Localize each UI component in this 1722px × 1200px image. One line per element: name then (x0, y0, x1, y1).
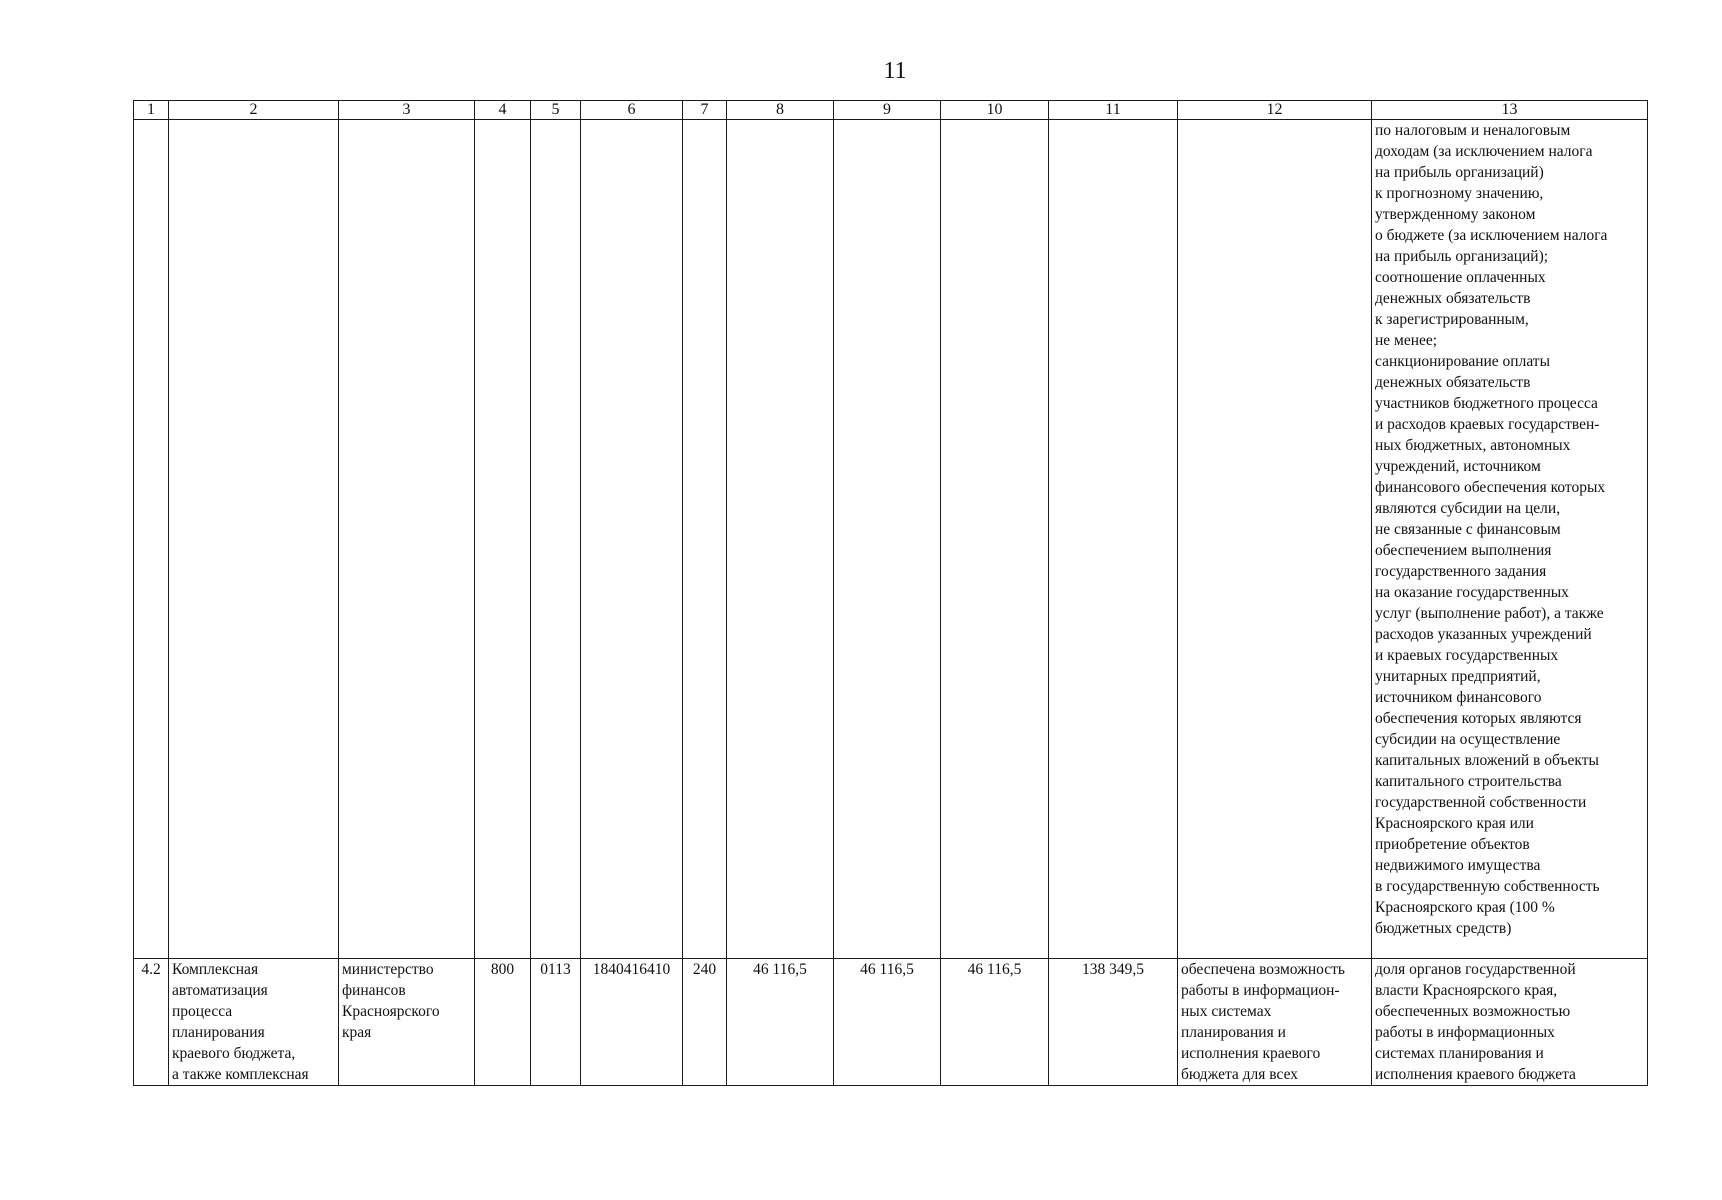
column-header: 9 (834, 101, 941, 120)
column-header-row (134, 101, 1648, 120)
row-number: 4.2 (134, 959, 169, 1086)
amount-year-2: 46 116,5 (834, 959, 941, 1086)
empty-cell (1049, 120, 1178, 959)
expense-type-code: 240 (683, 959, 727, 1086)
executor-name: министерство финансов Красноярского края (339, 959, 475, 1086)
column-header: 8 (727, 101, 834, 120)
column-header: 4 (475, 101, 531, 120)
indicator-continuation-text: по налоговым и неналоговым доходам (за исключением налога на прибыль организаций) к прогнозному значению, утвержденному законом о бюджете (за исключением налога на прибыль организаций); соотношение оплаченных денежных обязательств к зарегистрированным, не менее; санкционирование оплаты денежных обязательств участников бюджетного процесса и расходов краевых государствен- ных бюджетных, автономных учреждений, источником финансового обеспечения которых являются субсидии на цели, не связанные с финансовым обеспечением выполнения государственного задания на оказание государственных услуг (выполнение работ), а также расходов указанных учреждений и краевых государственных унитарных предприятий, источником финансового обеспечения которых являются субсидии на осуществление капитальных вложений в объекты капитального строительства государственной собственности Красноярского края или приобретение объектов недвижимого имущества в государственную собственность Красноярского края (100 % бюджетных средств) (1372, 120, 1648, 959)
column-header: 1 (134, 101, 169, 120)
column-header: 11 (1049, 101, 1178, 120)
column-header: 12 (1178, 101, 1372, 120)
empty-cell (475, 120, 531, 959)
amount-total: 138 349,5 (1049, 959, 1178, 1086)
empty-cell (339, 120, 475, 959)
amount-year-3: 46 116,5 (941, 959, 1049, 1086)
empty-cell (834, 120, 941, 959)
table-row (134, 959, 1648, 1086)
empty-cell (941, 120, 1049, 959)
column-header: 7 (683, 101, 727, 120)
target-article-code: 1840416410 (581, 959, 683, 1086)
column-header: 13 (1372, 101, 1648, 120)
amount-year-1: 46 116,5 (727, 959, 834, 1086)
column-header: 10 (941, 101, 1049, 120)
empty-cell (134, 120, 169, 959)
page-number: 11 (883, 58, 907, 84)
column-header: 3 (339, 101, 475, 120)
empty-cell (727, 120, 834, 959)
grbs-code: 800 (475, 959, 531, 1086)
empty-cell (581, 120, 683, 959)
indicator-text: доля органов государственной власти Красноярского края, обеспеченных возможностью работы в информационных системах планирования и исполнения краевого бюджета (1372, 959, 1648, 1086)
column-header: 6 (581, 101, 683, 120)
section-code: 0113 (531, 959, 581, 1086)
empty-cell (683, 120, 727, 959)
empty-cell (1178, 120, 1372, 959)
budget-table (133, 100, 1648, 1086)
activity-name: Комплексная автоматизация процесса планирования краевого бюджета, а также комплексная (169, 959, 339, 1086)
column-header: 5 (531, 101, 581, 120)
empty-cell (169, 120, 339, 959)
continuation-row (134, 120, 1648, 959)
empty-cell (531, 120, 581, 959)
column-header: 2 (169, 101, 339, 120)
expected-result: обеспечена возможность работы в информацион- ных системах планирования и исполнения краевого бюджета для всех (1178, 959, 1372, 1086)
